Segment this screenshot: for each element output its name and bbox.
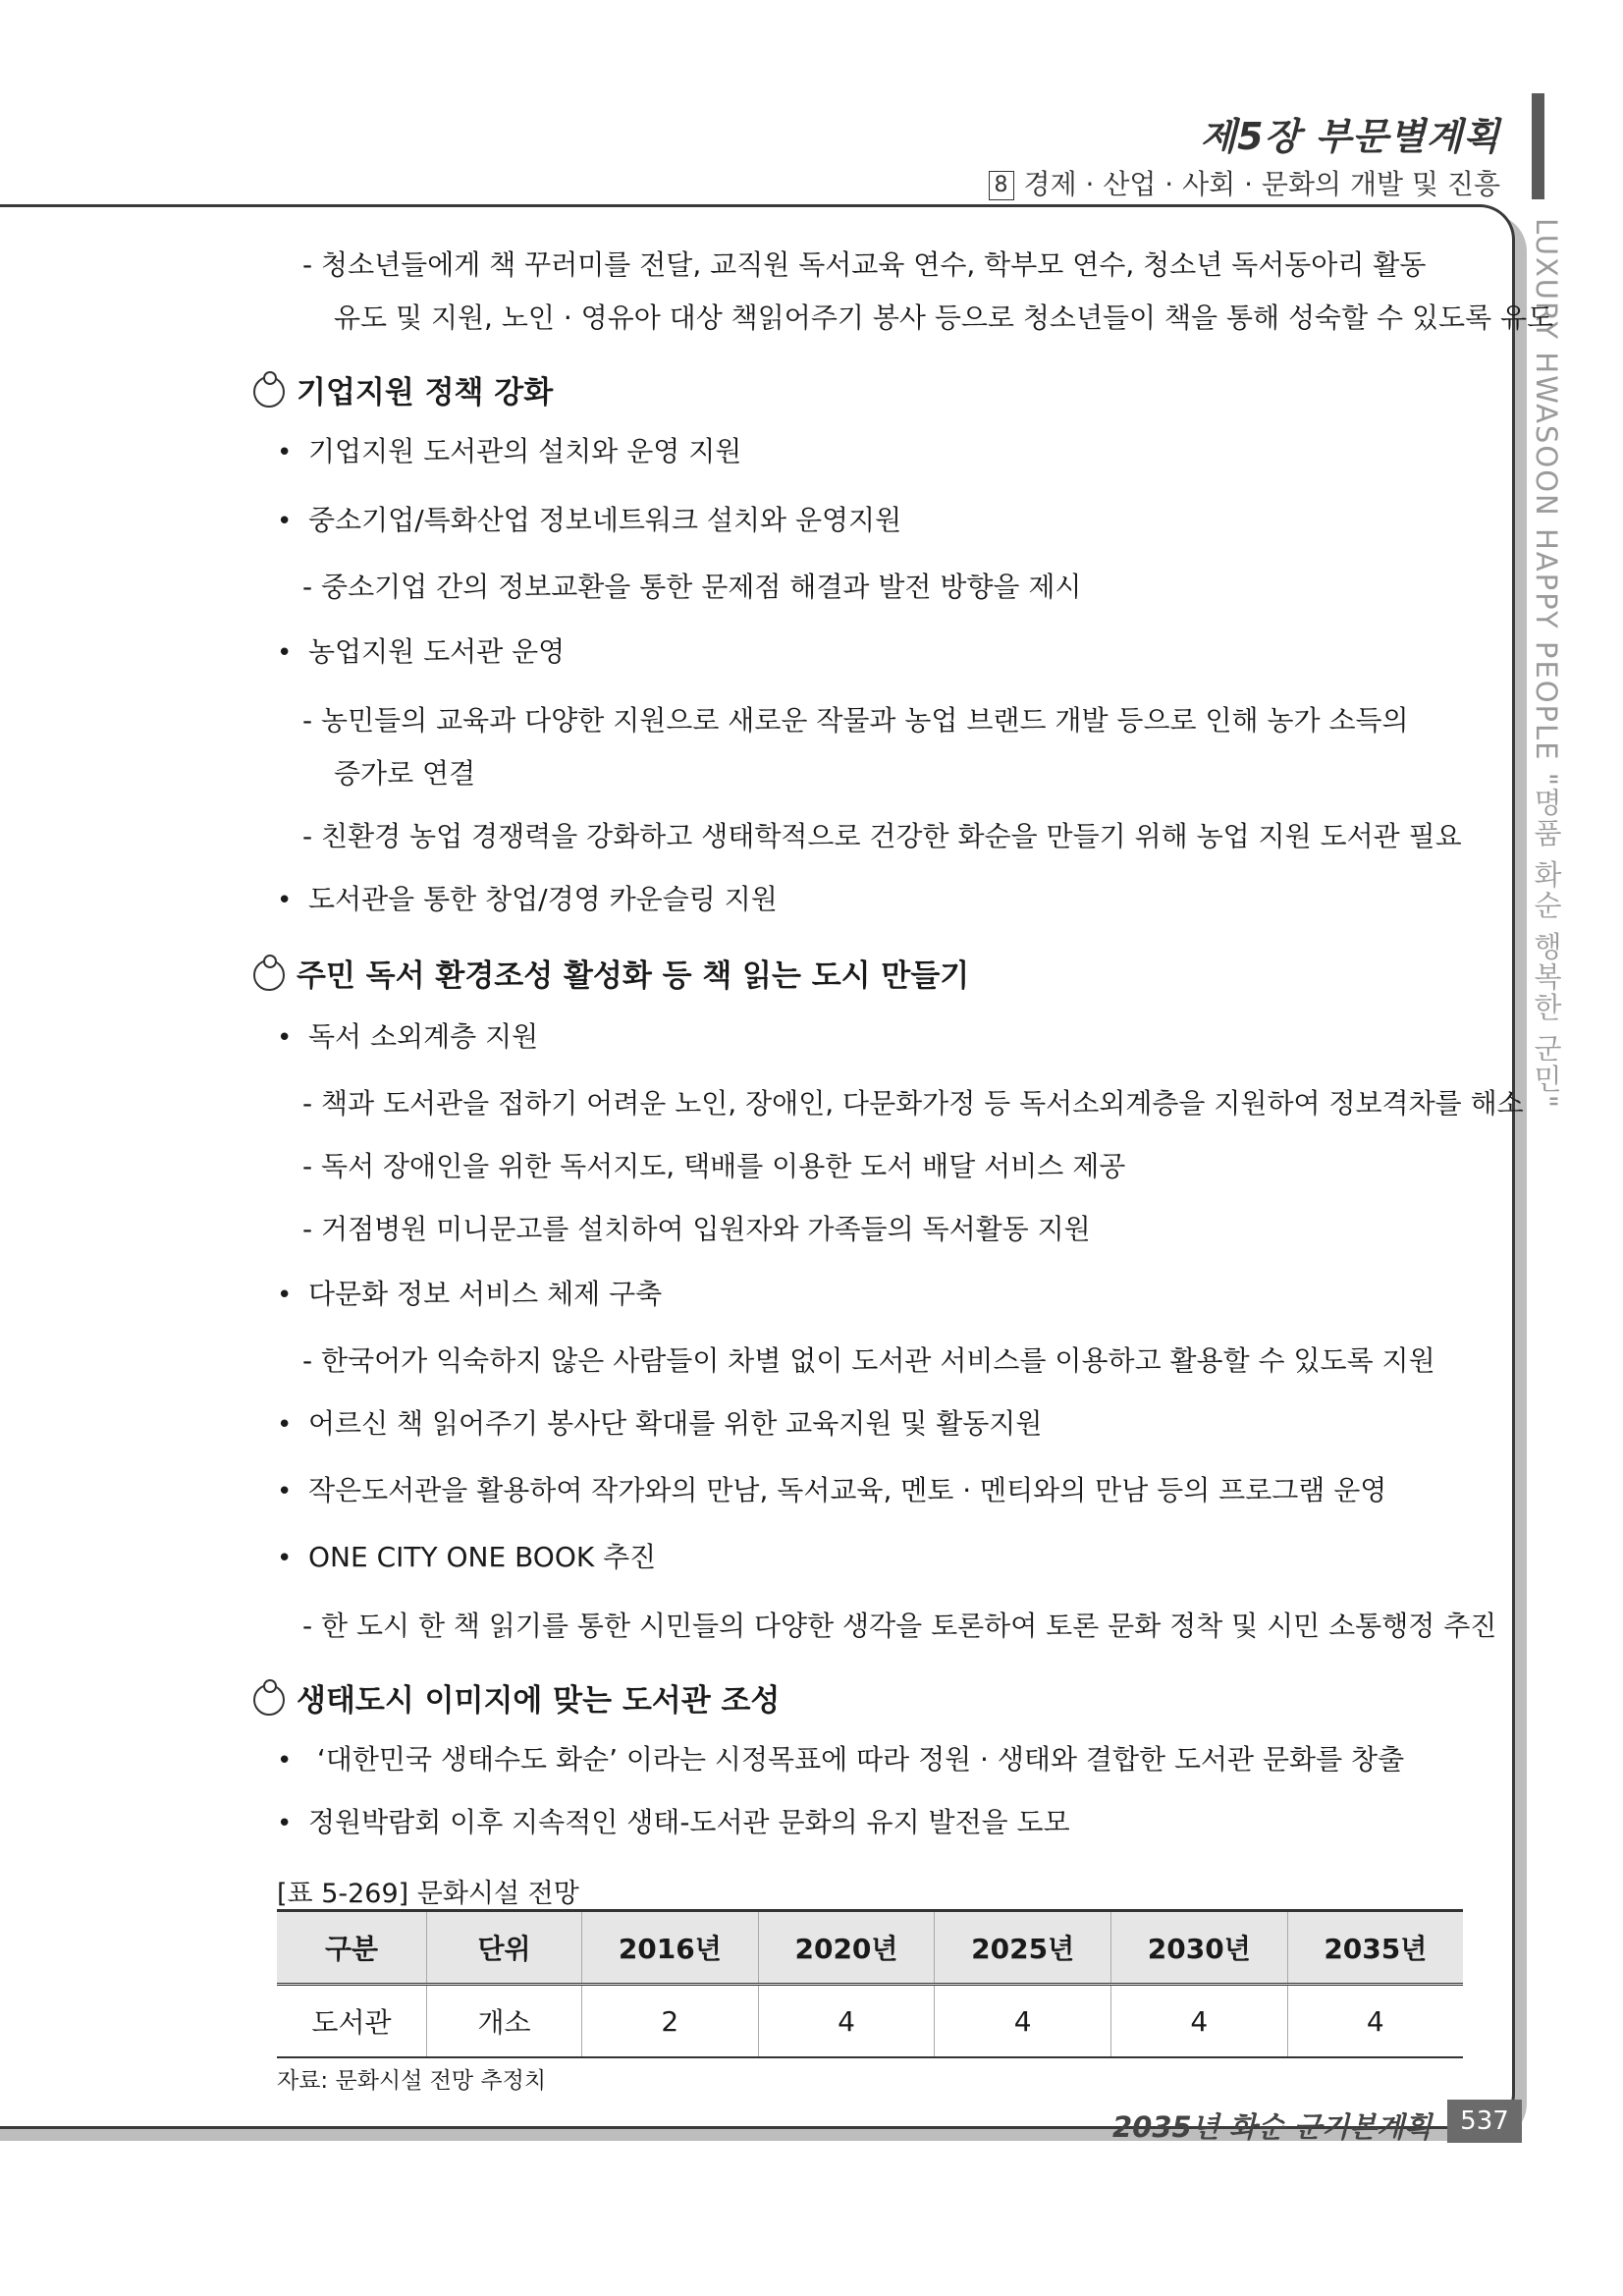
- table-cell: 4: [758, 1985, 935, 2058]
- header-bar: [1532, 93, 1544, 199]
- dash-item: - 청소년들에게 책 꾸러미를 전달, 교직원 독서교육 연수, 학부모 연수, 청소년 독서동아리 활동: [302, 248, 1427, 281]
- table-header-cell: 단위: [427, 1911, 582, 1985]
- dash-item: - 중소기업 간의 정보교환을 통한 문제점 해결과 발전 방향을 제시: [302, 571, 1082, 603]
- bullet-item: • 기업지원 도서관의 설치와 운영 지원: [277, 435, 742, 467]
- bullet-icon: •: [277, 1809, 293, 1838]
- bullet-item: • ONE CITY ONE BOOK 추진: [277, 1541, 657, 1573]
- section-heading: 기업지원 정책 강화: [253, 367, 553, 411]
- dash-item: - 책과 도서관을 접하기 어려운 노인, 장애인, 다문화가정 등 독서소외계층을 지원하여 정보격차를 해소: [302, 1087, 1524, 1120]
- table-header-cell: 2030년: [1110, 1911, 1287, 1985]
- bullet-item: • 어르신 책 읽어주기 봉사단 확대를 위한 교육지원 및 활동지원: [277, 1407, 1043, 1440]
- table-caption: [표 5-269] 문화시설 전망: [277, 1879, 579, 1909]
- bullet-icon: •: [277, 638, 293, 668]
- bullet-item: • 농업지원 도서관 운영: [277, 635, 566, 668]
- table-row: [277, 1985, 1463, 2058]
- section-title-text: 경제 · 산업 · 사회 · 문화의 개발 및 진흥: [1023, 168, 1500, 200]
- dash-item: - 거점병원 미니문고를 설치하여 입원자와 가족들의 독서활동 지원: [302, 1213, 1091, 1245]
- table-header-cell: 2020년: [758, 1911, 935, 1985]
- bullet-icon: •: [277, 507, 293, 536]
- bullet-icon: •: [277, 1544, 293, 1573]
- table-cell: 4: [1110, 1985, 1287, 2058]
- table-cell: 개소: [427, 1985, 582, 2058]
- table-header-cell: 구분: [277, 1911, 427, 1985]
- heading-bullet-icon: [253, 1684, 285, 1716]
- bullet-item: • 중소기업/특화산업 정보네트워크 설치와 운영지원: [277, 504, 902, 536]
- bullet-icon: •: [277, 438, 293, 467]
- side-slogan: LUXURY HWASOON HAPPY PEOPLE "명품 화순 행복한 군민": [1530, 218, 1563, 1111]
- table-header-cell: 2016년: [582, 1911, 759, 1985]
- bullet-icon: •: [277, 1023, 293, 1053]
- table-cell: 2: [582, 1985, 759, 2058]
- bullet-item: • 다문화 정보 서비스 체제 구축: [277, 1278, 663, 1310]
- section-number: 8: [989, 171, 1014, 200]
- chapter-title: 제5장 부문별계획: [1200, 115, 1500, 158]
- section-heading: 생태도시 이미지에 맞는 도서관 조성: [253, 1675, 780, 1720]
- bullet-item: • 독서 소외계층 지원: [277, 1020, 539, 1053]
- bullet-icon: •: [277, 1746, 293, 1776]
- table-source: 자료: 문화시설 전망 추정치: [277, 2068, 547, 2094]
- bullet-icon: •: [277, 1477, 293, 1506]
- dash-item: - 한국어가 익숙하지 않은 사람들이 차별 없이 도서관 서비스를 이용하고 활용할 수 있도록 지원: [302, 1344, 1435, 1377]
- table-cell: 4: [1287, 1985, 1463, 2058]
- table-header-cell: 2025년: [935, 1911, 1111, 1985]
- bullet-item: • 도서관을 통한 창업/경영 카운슬링 지원: [277, 883, 778, 915]
- bullet-item: • 작은도서관을 활용하여 작가와의 만남, 독서교육, 멘토 · 멘티와의 만남 등의 프로그램 운영: [277, 1474, 1387, 1506]
- bullet-icon: •: [277, 1410, 293, 1440]
- bullet-item: • ‘대한민국 생태수도 화순’ 이라는 시정목표에 따라 정원 · 생태와 결합한 도서관 문화를 창출: [277, 1743, 1405, 1776]
- dash-item: - 친환경 농업 경쟁력을 강화하고 생태학적으로 건강한 화순을 만들기 위해 농업 지원 도서관 필요: [302, 820, 1462, 852]
- table-cell: 4: [935, 1985, 1111, 2058]
- page-number: 537: [1447, 2100, 1522, 2143]
- footer-title: 2035년 화순 군기본계획: [1111, 2110, 1432, 2144]
- dash-item: - 농민들의 교육과 다양한 지원으로 새로운 작물과 농업 브랜드 개발 등으로 인해 농가 소득의: [302, 704, 1409, 737]
- heading-bullet-icon: [253, 959, 285, 991]
- section-heading: 주민 독서 환경조성 활성화 등 책 읽는 도시 만들기: [253, 951, 969, 995]
- table-header-cell: 2035년: [1287, 1911, 1463, 1985]
- table-header-row: [277, 1911, 1463, 1985]
- table-cell: 도서관: [277, 1985, 427, 2058]
- bullet-item: • 정원박람회 이후 지속적인 생태-도서관 문화의 유지 발전을 도모: [277, 1806, 1070, 1838]
- bullet-icon: •: [277, 1281, 293, 1310]
- dash-item: - 한 도시 한 책 읽기를 통한 시민들의 다양한 생각을 토론하여 토론 문화 정착 및 시민 소통행정 추진: [302, 1610, 1497, 1642]
- section-title: [989, 163, 1500, 202]
- facility-forecast-table: [277, 1909, 1463, 2058]
- dash-item-continuation: 유도 및 지원, 노인 · 영유아 대상 책읽어주기 봉사 등으로 청소년들이 책을 통해 성숙할 수 있도록 유도: [334, 301, 1554, 334]
- bullet-icon: •: [277, 886, 293, 915]
- dash-item-continuation: 증가로 연결: [334, 757, 476, 790]
- heading-bullet-icon: [253, 376, 285, 408]
- dash-item: - 독서 장애인을 위한 독서지도, 택배를 이용한 도서 배달 서비스 제공: [302, 1150, 1126, 1182]
